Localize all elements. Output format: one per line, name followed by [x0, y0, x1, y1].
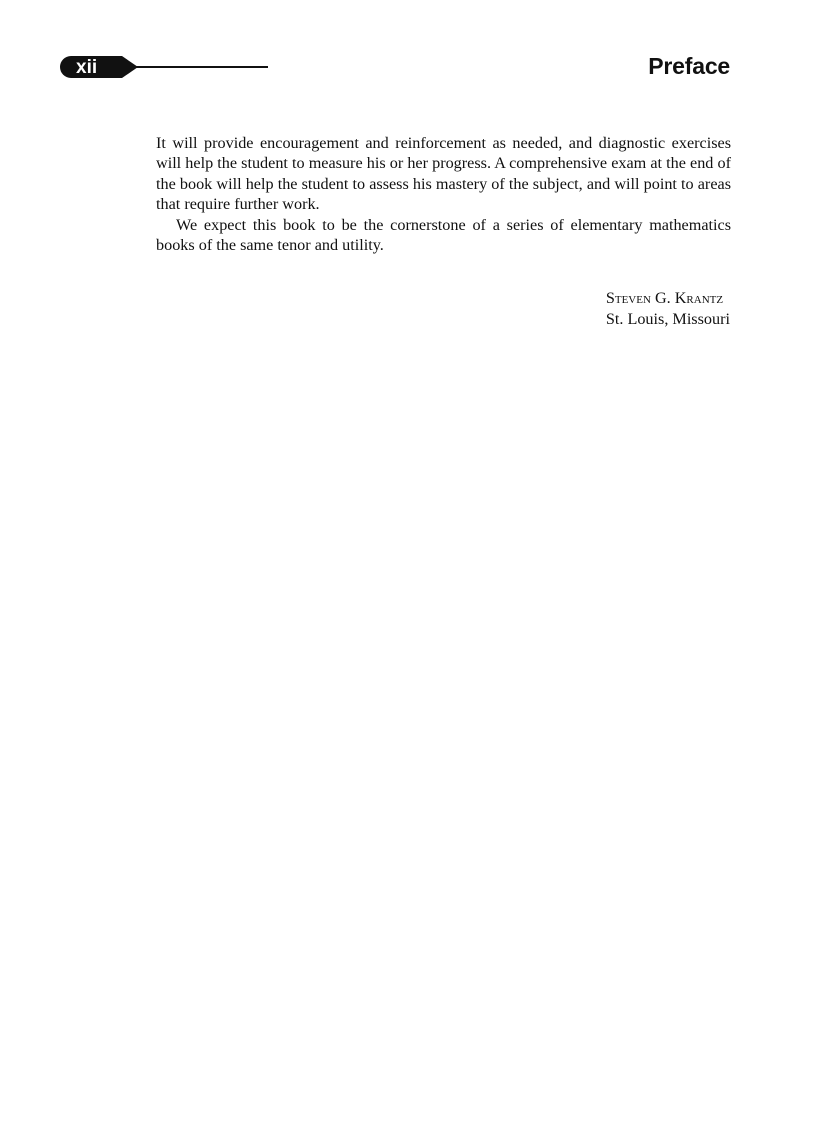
- author-name: Steven G. Krantz: [605, 289, 724, 307]
- author-location: St. Louis, Missouri: [605, 310, 730, 328]
- signature-block: [606, 288, 730, 330]
- body-text: [156, 133, 731, 255]
- page-number: xii: [76, 57, 98, 78]
- header-rule: [130, 66, 268, 68]
- page-header: [0, 0, 816, 100]
- running-title: Preface: [648, 53, 730, 79]
- paragraph-1: It will provide encouragement and reinforcement as needed, and diagnostic exercises will help the student to measure his or her progress. A comprehensive exam at the end of the book will help the student to assess his mastery of the subject, and will point to areas that require further work.: [156, 134, 731, 214]
- paragraph-2: We expect this book to be the cornerstone of a series of elementary mathematics books of the same tenor and utility.: [156, 215, 731, 255]
